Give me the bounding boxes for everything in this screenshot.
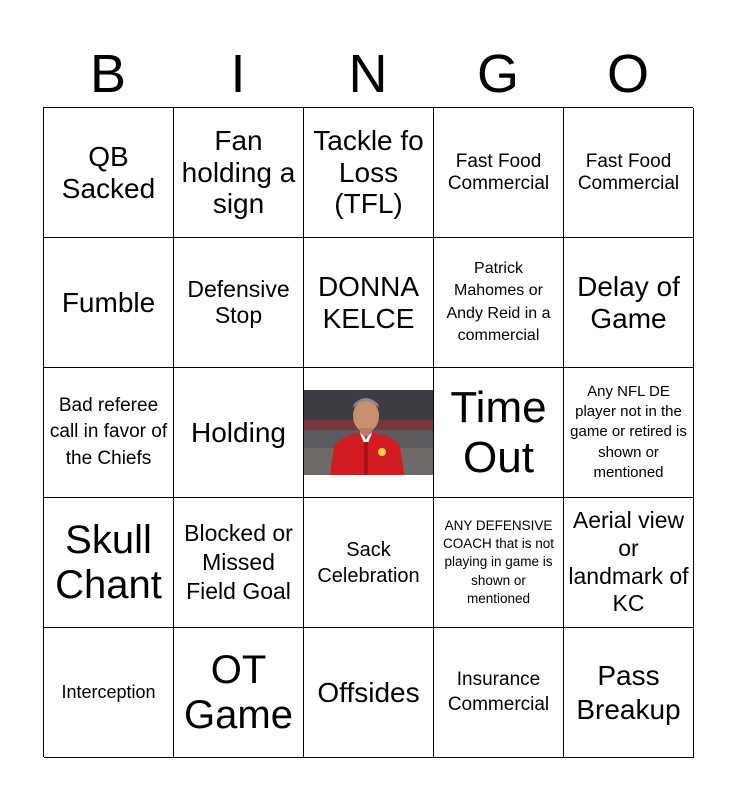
bingo-cell[interactable] bbox=[304, 498, 434, 628]
bingo-cell[interactable] bbox=[434, 628, 564, 758]
header-letter-o: O bbox=[606, 44, 649, 104]
bingo-card-grid bbox=[43, 107, 693, 757]
cell-text: Insurance Commercial bbox=[447, 668, 550, 715]
cell-text: Holding bbox=[191, 416, 286, 448]
cell-text: Aerial view or landmark of KC bbox=[568, 507, 689, 617]
cell-text: Fast Food Commercial bbox=[447, 151, 550, 194]
header-letter-b: B bbox=[89, 44, 127, 104]
header-letter-g: G bbox=[476, 44, 519, 104]
cell-text: Patrick Mahomes or Andy Reid in a commercial bbox=[446, 259, 551, 344]
bingo-cell[interactable] bbox=[174, 238, 304, 368]
bingo-header bbox=[43, 40, 693, 108]
bingo-cell[interactable] bbox=[44, 368, 174, 498]
bingo-cell[interactable] bbox=[564, 498, 694, 628]
cell-text: Fumble bbox=[61, 286, 156, 318]
bingo-cell[interactable] bbox=[44, 108, 174, 238]
cell-text: Time Out bbox=[450, 383, 547, 482]
cell-text: DONNA KELCE bbox=[317, 271, 420, 334]
bingo-cell[interactable] bbox=[434, 238, 564, 368]
bingo-cell[interactable] bbox=[564, 628, 694, 758]
cell-text: Defensive Stop bbox=[187, 275, 290, 328]
cell-text: OT Game bbox=[184, 647, 293, 737]
bingo-cell[interactable] bbox=[304, 108, 434, 238]
bingo-cell[interactable] bbox=[304, 238, 434, 368]
cell-text: Skull Chant bbox=[55, 517, 162, 607]
bingo-cell[interactable] bbox=[174, 498, 304, 628]
cell-text: Offsides bbox=[317, 676, 420, 708]
cell-text: Any NFL DE player not in the game or retired is shown or mentioned bbox=[570, 382, 687, 481]
header-letter-i: I bbox=[230, 44, 246, 104]
bingo-cell[interactable] bbox=[174, 368, 304, 498]
cell-text: Delay of Game bbox=[577, 271, 680, 334]
bingo-cell[interactable] bbox=[44, 498, 174, 628]
cell-text: Tackle fo Loss (TFL) bbox=[313, 125, 424, 220]
cell-text: Blocked or Missed Field Goal bbox=[184, 520, 293, 604]
bingo-cell[interactable] bbox=[44, 628, 174, 758]
bingo-cell[interactable] bbox=[174, 108, 304, 238]
bingo-cell[interactable] bbox=[44, 238, 174, 368]
coach-photo-image bbox=[304, 368, 433, 497]
cell-text: Bad referee call in favor of the Chiefs bbox=[49, 394, 168, 469]
cell-text: Fan holding a sign bbox=[181, 125, 296, 220]
free-space-photo-cell[interactable] bbox=[304, 368, 434, 498]
bingo-cell[interactable] bbox=[304, 628, 434, 758]
cell-text: QB Sacked bbox=[61, 141, 156, 204]
header-letter-n: N bbox=[348, 44, 388, 104]
cell-text: Pass Breakup bbox=[576, 659, 681, 725]
cell-text: Interception bbox=[61, 682, 156, 703]
bingo-cell[interactable] bbox=[174, 628, 304, 758]
bingo-cell[interactable] bbox=[434, 498, 564, 628]
cell-text: Sack Celebration bbox=[317, 538, 420, 587]
bingo-cell[interactable] bbox=[434, 108, 564, 238]
bingo-cell[interactable] bbox=[564, 108, 694, 238]
cell-text: ANY DEFENSIVE COACH that is not playing in game is shown or mentioned bbox=[442, 517, 555, 606]
bingo-cell[interactable] bbox=[434, 368, 564, 498]
bingo-cell[interactable] bbox=[564, 368, 694, 498]
cell-text: Fast Food Commercial bbox=[577, 151, 680, 194]
bingo-cell[interactable] bbox=[564, 238, 694, 368]
